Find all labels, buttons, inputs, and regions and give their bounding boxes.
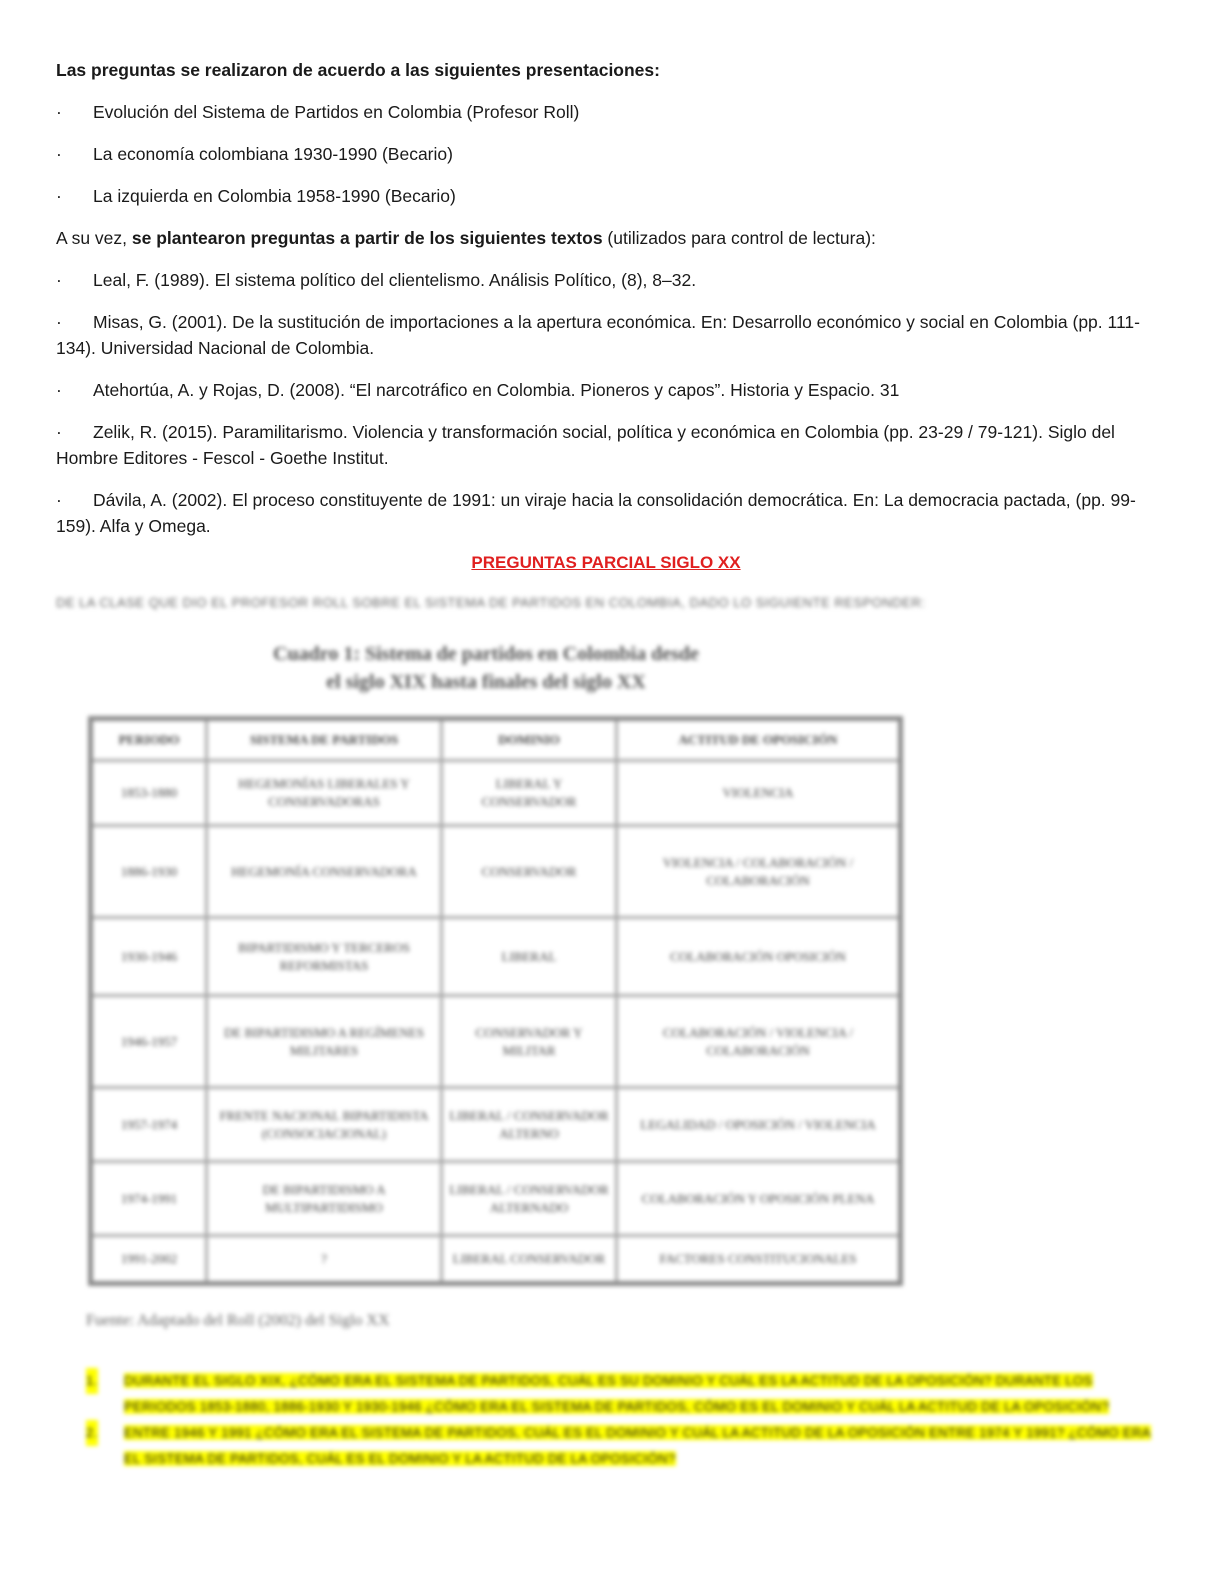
table-row bbox=[91, 996, 901, 1088]
bullet: · bbox=[56, 186, 62, 206]
table-header-row bbox=[91, 719, 901, 761]
presentation-item: · La izquierda en Colombia 1958-1990 (Becario) bbox=[56, 183, 1156, 209]
question-item bbox=[86, 1368, 1161, 1420]
table-cell: VIOLENCIA bbox=[617, 761, 901, 826]
bullet: · bbox=[56, 380, 62, 400]
reference-item: · Zelik, R. (2015). Paramilitarismo. Violencia y transformación social, política y económica en Colombia (pp. 23-29 / 79-121). Siglo del Hombre Editores - Fescol - Goethe Institut. bbox=[56, 419, 1156, 471]
presentation-item: · La economía colombiana 1930-1990 (Becario) bbox=[56, 141, 1156, 167]
table-row bbox=[91, 918, 901, 996]
question-number: 1. bbox=[86, 1368, 98, 1394]
question-list bbox=[86, 1368, 1161, 1472]
table-cell: 1957-1974 bbox=[91, 1088, 207, 1162]
question-item bbox=[86, 1420, 1161, 1472]
question-text: DURANTE EL SIGLO XIX, ¿CÓMO ERA EL SISTEMA DE PARTIDOS, CUÁL ES SU DOMINIO Y CUÁL ES LA ACTITUD DE LA OPOSICIÓN? DURANTE LOS PERIODOS 1853-1880, 1886-1930 Y 1930-1946 ¿CÓMO ERA EL SISTEMA DE PARTIDOS, CÓMO ES EL DOMINIO Y CUÁL LA ACTITUD DE LA OPOSICIÓN? bbox=[124, 1373, 1110, 1414]
column-header: PERIODO bbox=[91, 719, 207, 761]
bullet: · bbox=[56, 270, 62, 290]
table-cell: 1991-2002 bbox=[91, 1236, 207, 1284]
bullet: · bbox=[56, 144, 62, 164]
table-cell: DE BIPARTIDISMO A MULTIPARTIDISMO bbox=[207, 1162, 442, 1236]
table-cell: 1974-1991 bbox=[91, 1162, 207, 1236]
table-caption: Cuadro 1: Sistema de partidos en Colombia desde el siglo XIX hasta finales del siglo XX bbox=[273, 643, 699, 693]
bullet: · bbox=[56, 422, 62, 442]
reference-item: · Dávila, A. (2002). El proceso constituyente de 1991: un viraje hacia la consolidación democrática. En: La democracia pactada, (pp. 99-159). Alfa y Omega. bbox=[56, 487, 1156, 539]
table-row bbox=[91, 1236, 901, 1284]
table-cell: HEGEMONÍAS LIBERALES Y CONSERVADORAS bbox=[207, 761, 442, 826]
table-cell: CONSERVADOR Y MILITAR bbox=[442, 996, 617, 1088]
party-system-table bbox=[88, 716, 903, 1286]
blurred-instruction: DE LA CLASE QUE DIO EL PROFESOR ROLL SOBRE EL SISTEMA DE PARTIDOS EN COLOMBIA, DADO LO SIGUIENTE RESPONDER: bbox=[56, 595, 926, 610]
table-source: Fuente: Adaptado del Roll (2002) del Siglo XX bbox=[86, 1312, 390, 1329]
question-number: 2. bbox=[86, 1420, 98, 1446]
table-cell: 1853-1880 bbox=[91, 761, 207, 826]
table-cell: ? bbox=[207, 1236, 442, 1284]
table-cell: COLABORACIÓN / VIOLENCIA / COLABORACIÓN bbox=[617, 996, 901, 1088]
table-cell: 1930-1946 bbox=[91, 918, 207, 996]
table-row bbox=[91, 1162, 901, 1236]
table-cell: 1946-1957 bbox=[91, 996, 207, 1088]
column-header: ACTITUD DE OPOSICIÓN bbox=[617, 719, 901, 761]
question-text: ENTRE 1946 Y 1991 ¿CÓMO ERA EL SISTEMA DE PARTIDOS, CUÁL ES EL DOMINIO Y CUÁL LA ACTITUD DE LA OPOSICIÓN ENTRE 1974 Y 1991? ¿CÓMO ERA EL SISTEMA DE PARTIDOS, CUÁL ES EL DOMINIO Y LA ACTITUD DE LA OPOSICIÓN? bbox=[124, 1425, 1151, 1466]
reference-item: · Misas, G. (2001). De la sustitución de importaciones a la apertura económica. En: Desarrollo económico y social en Colombia (pp. 111-134). Universidad Nacional de Colombia. bbox=[56, 309, 1156, 361]
table-cell: LIBERAL / CONSERVADOR ALTERNADO bbox=[442, 1162, 617, 1236]
presentations-heading: Las preguntas se realizaron de acuerdo a las siguientes presentaciones: bbox=[56, 60, 660, 80]
table-cell: LIBERAL / CONSERVADOR ALTERNO bbox=[442, 1088, 617, 1162]
table-row bbox=[91, 826, 901, 918]
table-cell: LIBERAL Y CONSERVADOR bbox=[442, 761, 617, 826]
table-cell: FRENTE NACIONAL BIPARTIDISTA (CONSOCIACIONAL) bbox=[207, 1088, 442, 1162]
bullet: · bbox=[56, 490, 62, 510]
table-cell: LEGALIDAD / OPOSICIÓN / VIOLENCIA bbox=[617, 1088, 901, 1162]
bullet: · bbox=[56, 312, 62, 332]
table-cell: COLABORACIÓN OPOSICIÓN bbox=[617, 918, 901, 996]
table-cell: LIBERAL CONSERVADOR bbox=[442, 1236, 617, 1284]
table-cell: LIBERAL bbox=[442, 918, 617, 996]
column-header: DOMINIO bbox=[442, 719, 617, 761]
reference-item: · Atehortúa, A. y Rojas, D. (2008). “El narcotráfico en Colombia. Pioneros y capos”. Historia y Espacio. 31 bbox=[56, 377, 1156, 403]
table-cell: BIPARTIDISMO Y TERCEROS REFORMISTAS bbox=[207, 918, 442, 996]
table-cell: 1886-1930 bbox=[91, 826, 207, 918]
presentation-item: · Evolución del Sistema de Partidos en Colombia (Profesor Roll) bbox=[56, 99, 1156, 125]
table-cell: DE BIPARTIDISMO A REGÍMENES MILITARES bbox=[207, 996, 442, 1088]
bullet: · bbox=[56, 102, 62, 122]
texts-intro: A su vez, se plantearon preguntas a partir de los siguientes textos (utilizados para control de lectura): bbox=[56, 228, 876, 248]
table-row bbox=[91, 761, 901, 826]
table-cell: FACTORES CONSTITUCIONALES bbox=[617, 1236, 901, 1284]
section-title: PREGUNTAS PARCIAL SIGLO XX bbox=[471, 553, 741, 572]
table-row bbox=[91, 1088, 901, 1162]
reference-item: · Leal, F. (1989). El sistema político del clientelismo. Análisis Político, (8), 8–32. bbox=[56, 267, 1156, 293]
column-header: SISTEMA DE PARTIDOS bbox=[207, 719, 442, 761]
table-cell: HEGEMONÍA CONSERVADORA bbox=[207, 826, 442, 918]
table-cell: CONSERVADOR bbox=[442, 826, 617, 918]
table-cell: COLABORACIÓN Y OPOSICIÓN PLENA bbox=[617, 1162, 901, 1236]
table-cell: VIOLENCIA / COLABORACIÓN / COLABORACIÓN bbox=[617, 826, 901, 918]
